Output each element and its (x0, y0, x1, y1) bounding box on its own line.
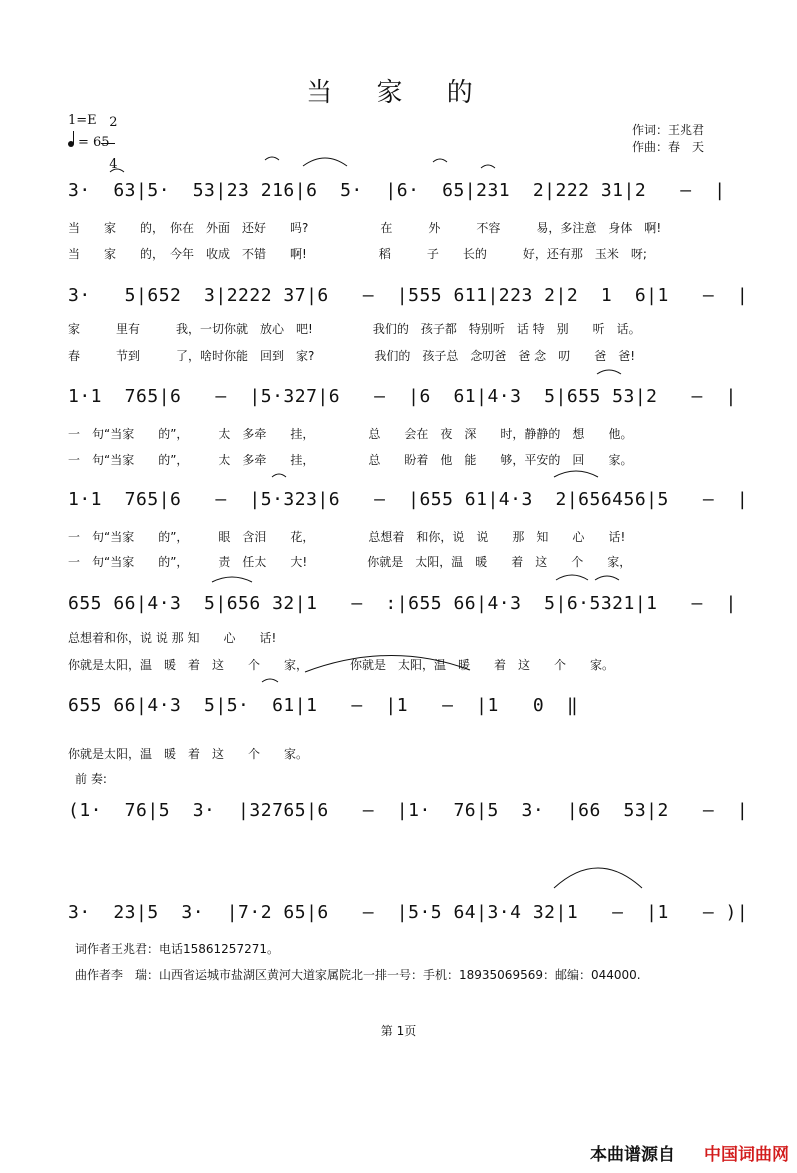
lyricist-credit: 作词：王兆君 (632, 123, 705, 137)
slur-12 (305, 655, 470, 672)
slur-2 (265, 157, 279, 160)
lyric-line-2-verse-2: 春 节到 了，啥时你能 回到 家? 我们的 孩子总 念叨爸 爸 念 叨 爸 爸! (68, 349, 635, 363)
lyric-line-6: 你就是太阳，温 暖 着 这 个 家。 (68, 747, 309, 761)
slur-13 (262, 679, 278, 682)
lyric-line-4-verse-1: 一 句“当家 的”， 眼 含泪 花， 总想着 和你，说 说 那 知 心 话! (68, 530, 626, 544)
score-line-2: 3· 5|652 3|2222 37|6 — |555 611|223 2|2 1 6|1 — | (68, 285, 749, 306)
slur-1 (110, 169, 124, 172)
source-site-link[interactable]: 中国词曲网 (704, 1145, 789, 1165)
prelude-line-2: 3· 23|5 3· |7·2 65|6 — |5·5 64|3·4 32|1 — |1 — )| (68, 902, 749, 923)
lyric-line-4-verse-2: 一 句“当家 的”， 责 任太 大! 你就是 太阳，温 暖 着 这 个 家， (68, 555, 632, 569)
slur-11 (595, 576, 619, 580)
slur-14 (554, 868, 642, 888)
slur-5 (481, 165, 495, 168)
slur-6 (597, 370, 621, 374)
time-numerator: 2 (109, 115, 118, 130)
slur-3 (303, 158, 347, 166)
score-line-5: 655 66|4·3 5|656 32|1 — :|655 66|4·3 5|6·5321|1 — | (68, 593, 737, 614)
lyric-line-1-verse-1: 当 家 的， 你在 外面 还好 吗? 在 外 不容 易，多注意 身体 啊! (68, 221, 662, 235)
prelude-line-1: (1· 76|5 3· |32765|6 — |1· 76|5 3· |66 53|2 — | (68, 800, 749, 821)
time-denominator: 4 (109, 157, 118, 172)
slur-7 (272, 474, 286, 477)
score-line-4: 1·1 765|6 — |5·323|6 — |655 61|4·3 2|656456|5 — | (68, 489, 749, 510)
prelude-label: 前 奏: (75, 772, 107, 786)
slur-9 (212, 577, 252, 582)
lyric-line-3-verse-2: 一 句“当家 的”， 太 多牵 挂， 总 盼着 他 能 够，平安的 回 家。 (68, 453, 633, 467)
slur-8 (554, 471, 598, 477)
slur-10 (556, 575, 588, 580)
lyricist-contact: 词作者王兆君：电话15861257271。 (75, 942, 279, 956)
key-signature: 1=E (68, 113, 97, 128)
score-line-6: 655 66|4·3 5|5· 61|1 — |1 — |1 0 ‖ (68, 695, 579, 716)
lyric-line-5-verse-1: 总想着和你，说 说 那 知 心 话! (68, 631, 277, 645)
slur-4 (433, 159, 447, 162)
score-line-3: 1·1 765|6 — |5·327|6 — |6 61|4·3 5|655 53|2 — | (68, 386, 737, 407)
score-line-1: 3· 63|5· 53|23 216|6 5· |6· 65|231 2|222 31|2 — | (68, 180, 726, 201)
page-title: 当 家 的 (306, 78, 491, 108)
lyric-line-3-verse-1: 一 句“当家 的”， 太 多牵 挂， 总 会在 夜 深 时，静静的 想 他。 (68, 427, 633, 441)
lyric-line-1-verse-2: 当 家 的， 今年 收成 不错 啊! 稻 子 长的 好，还有那 玉米 呀; (68, 247, 647, 261)
composer-credit: 作曲：春 天 (632, 140, 705, 154)
page-number: 第 1页 (380, 1024, 417, 1038)
composer-contact: 曲作者李 瑞：山西省运城市盐湖区黄河大道家属院北一排一号：手机：18935069569：邮编：044000. (75, 968, 641, 982)
tempo-value: = 65 (78, 135, 110, 150)
source-prefix: 本曲谱源自 (590, 1145, 675, 1165)
lyric-line-2-verse-1: 家 里有 我，一切你就 放心 吧! 我们的 孩子都 特别听 话 特 别 听 话。 (68, 322, 641, 336)
lyric-line-5-verse-2: 你就是太阳，温 暖 着 这 个 家， 你就是 太阳，温 暖 着 这 个 家。 (68, 658, 615, 672)
